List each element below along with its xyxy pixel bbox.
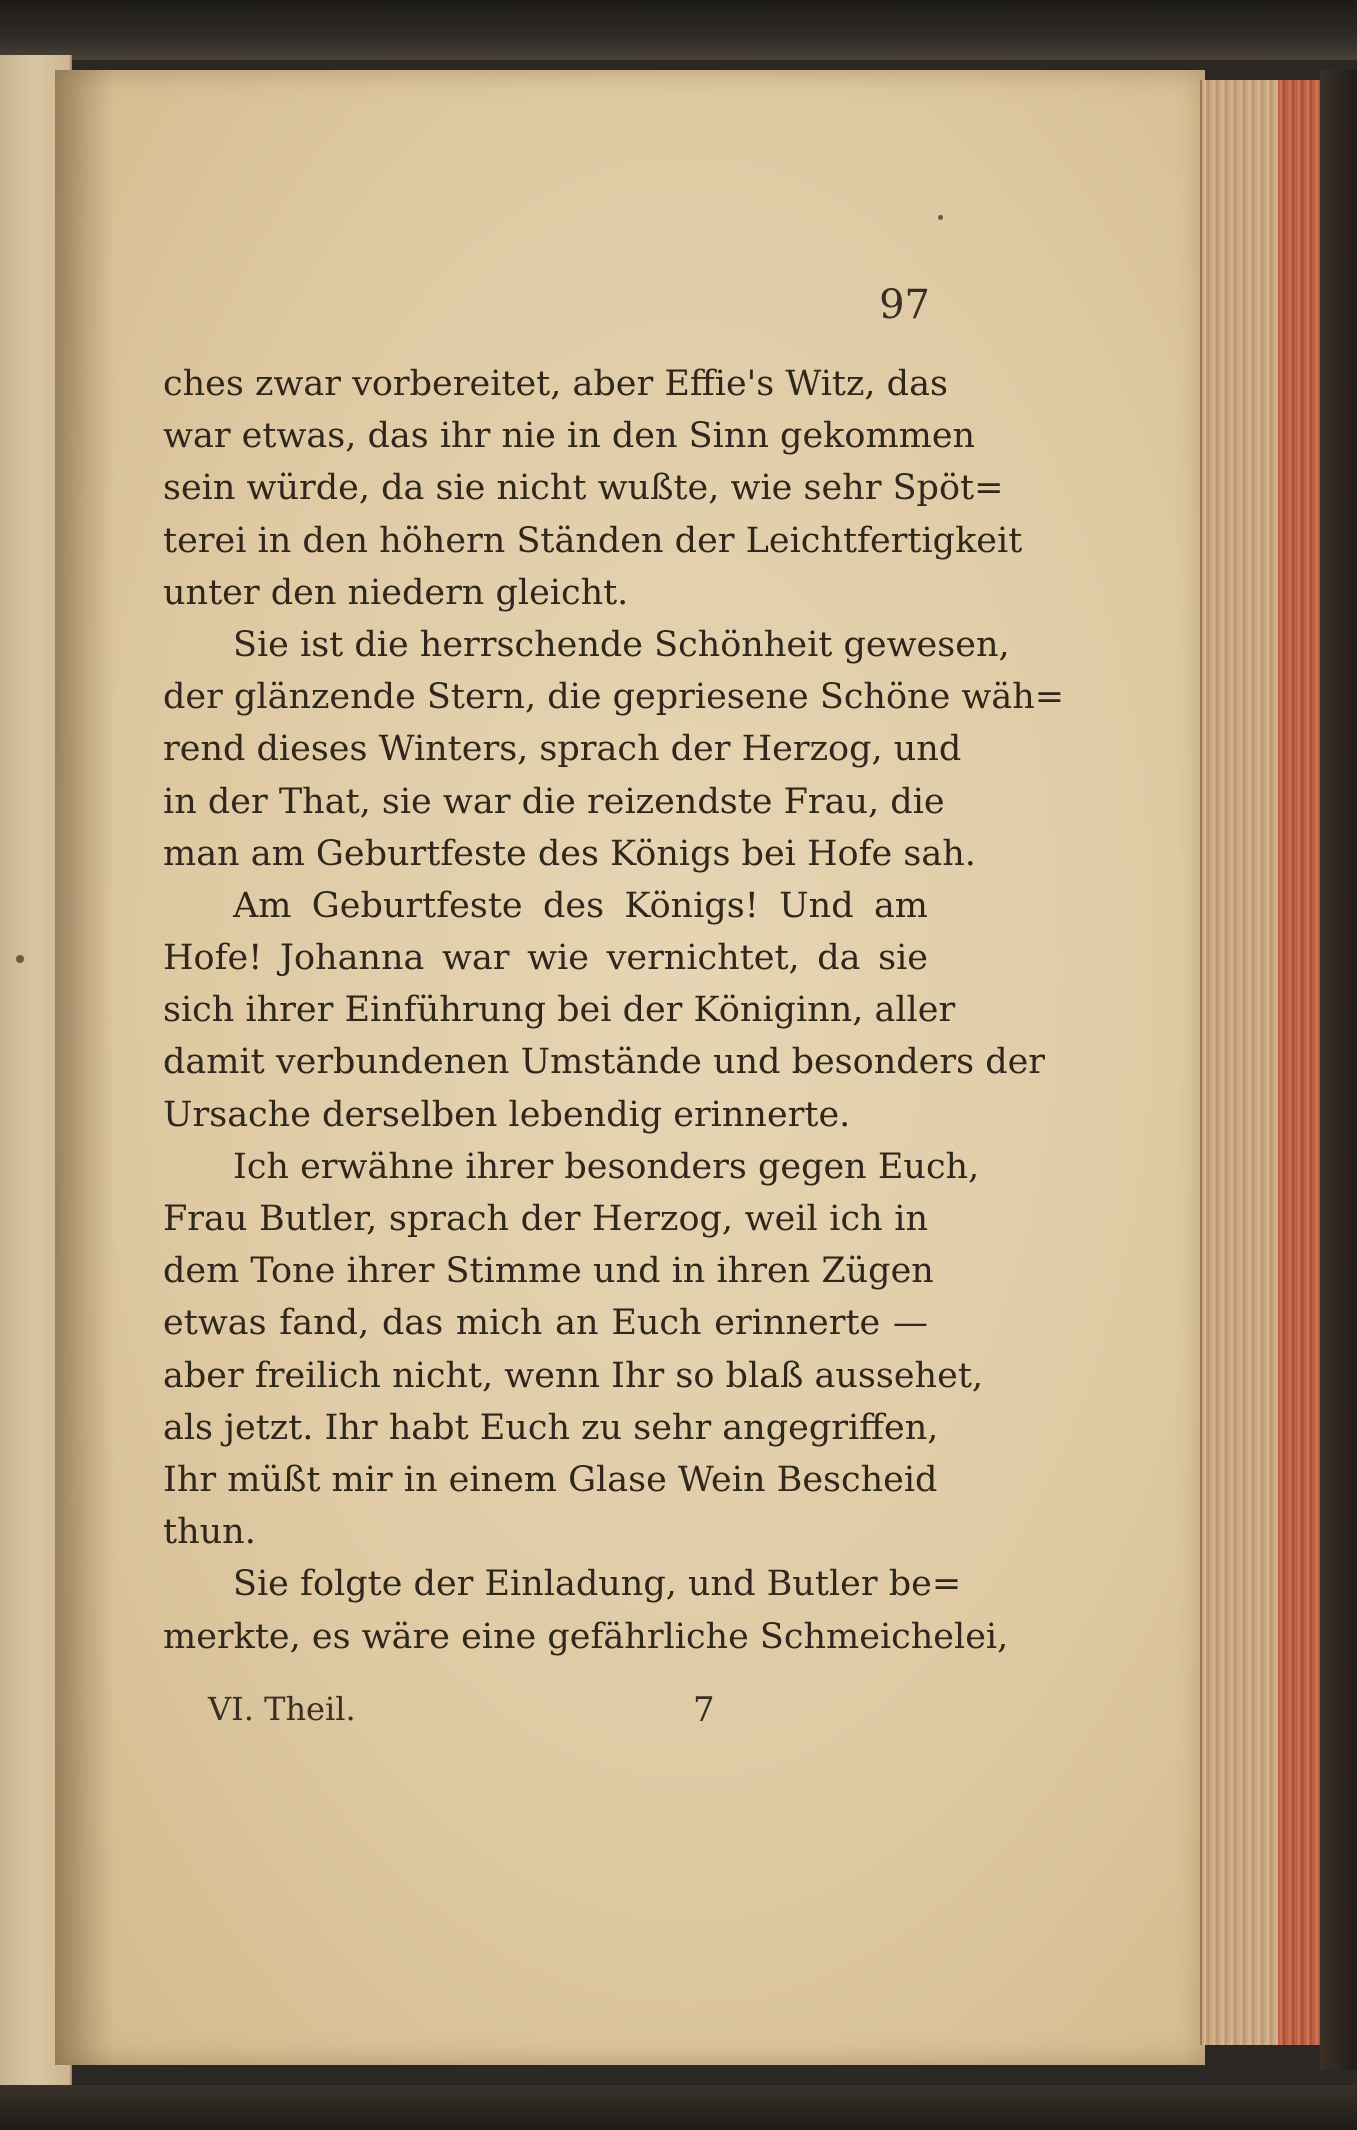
text-line: Am Geburtfeste des Königs! Und am xyxy=(233,885,928,926)
red-edge-gilding xyxy=(1278,80,1320,2045)
text-line: sein würde, da sie nicht wußte, wie sehr Spöt= xyxy=(163,468,1004,509)
text-line: Ursache derselben lebendig erinnerte. xyxy=(163,1094,851,1135)
text-line: etwas fand, das mich an Euch erinnerte — xyxy=(163,1303,928,1344)
text-line: Ihr müßt mir in einem Glase Wein Bescheid xyxy=(163,1459,938,1500)
text-line: in der That, sie war die reizendste Frau, die xyxy=(163,781,945,822)
text-line: merkte, es wäre eine gefährliche Schmeichelei, xyxy=(163,1616,1009,1657)
text-line: Sie folgte der Einladung, und Butler be= xyxy=(233,1564,962,1605)
gutter-shadow xyxy=(55,70,115,2065)
text-line: thun. xyxy=(163,1512,256,1553)
binding-top xyxy=(0,0,1357,60)
text-line: damit verbundenen Umstände und besonders der xyxy=(163,1042,1046,1083)
text-line: war etwas, das ihr nie in den Sinn gekommen xyxy=(163,416,976,457)
text-line: Ich erwähne ihrer besonders gegen Euch, xyxy=(233,1146,980,1187)
text-line: terei in den höhern Ständen der Leichtfertigkeit xyxy=(163,520,1023,561)
text-line: dem Tone ihrer Stimme und in ihren Zügen xyxy=(163,1251,934,1292)
book-cover-edge xyxy=(1320,70,1357,2070)
text-line: als jetzt. Ihr habt Euch zu sehr angegriffen, xyxy=(163,1407,939,1448)
page-number: 97 xyxy=(879,282,930,328)
body-text xyxy=(163,358,1065,1663)
text-line: unter den niedern gleicht. xyxy=(163,572,629,613)
signature-mark: VI. Theil. xyxy=(208,1690,356,1728)
text-line: sich ihrer Einführung bei der Königinn, aller xyxy=(163,990,956,1031)
page-speck xyxy=(938,215,943,220)
text-line: Sie ist die herrschende Schönheit gewesen, xyxy=(233,624,1010,665)
text-line: rend dieses Winters, sprach der Herzog, und xyxy=(163,729,962,770)
text-line: man am Geburtfeste des Königs bei Hofe sah. xyxy=(163,833,976,874)
text-line: Frau Butler, sprach der Herzog, weil ich in xyxy=(163,1199,928,1239)
text-line: ches zwar vorbereitet, aber Effie's Witz, das xyxy=(163,364,948,404)
text-line: aber freilich nicht, wenn Ihr so blaß aussehet, xyxy=(163,1355,984,1396)
text-line: Hofe! Johanna war wie vernichtet, da sie xyxy=(163,938,928,979)
binding-bottom xyxy=(0,2085,1357,2130)
page-speck xyxy=(16,955,24,963)
text-line: der glänzende Stern, die gepriesene Schöne wäh= xyxy=(163,677,1065,718)
signature-number: 7 xyxy=(693,1690,715,1730)
